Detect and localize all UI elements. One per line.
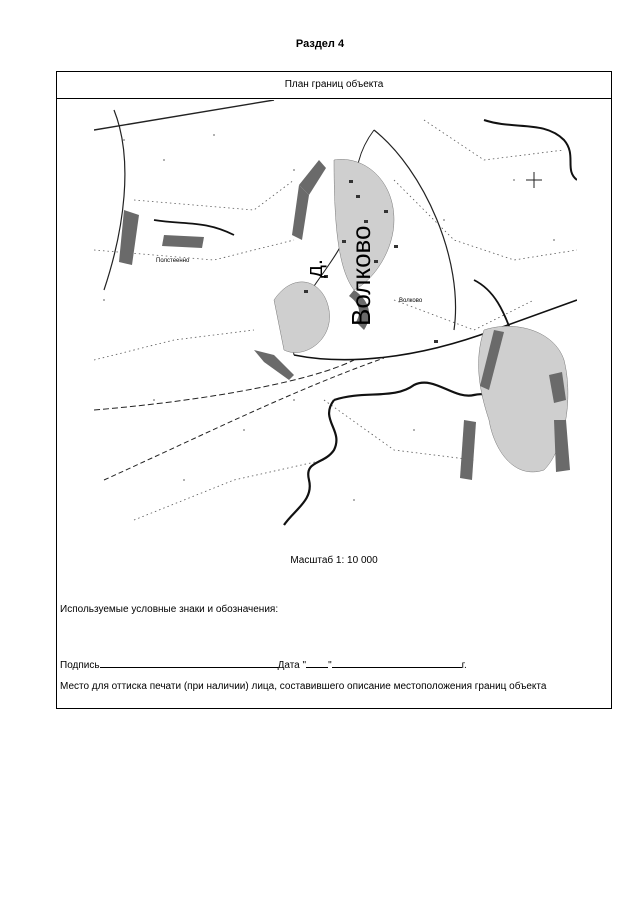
stamp-note: Место для оттиска печати (при наличии) лица, составившего описание местоположения границ объекта bbox=[60, 681, 547, 692]
section-title: Раздел 4 bbox=[295, 38, 345, 50]
date-quote: " bbox=[328, 660, 332, 671]
volkovo-small-label: Волково bbox=[399, 298, 423, 304]
date-day-line[interactable] bbox=[306, 657, 328, 668]
signature-line[interactable] bbox=[100, 657, 278, 668]
plan-frame bbox=[56, 71, 612, 709]
signature-label: Подпись bbox=[60, 660, 100, 671]
date-label: Дата " bbox=[277, 660, 307, 671]
polstvenno-label: Полстеенно bbox=[156, 258, 190, 264]
signature-row bbox=[60, 657, 467, 671]
legend-label: Используемые условные знаки и обозначения: bbox=[60, 604, 279, 615]
village-name-label: Волково bbox=[346, 225, 376, 326]
map-scale: Масштаб 1: 10 000 bbox=[290, 555, 378, 566]
year-suffix: г. bbox=[461, 660, 467, 671]
date-month-line[interactable] bbox=[332, 657, 462, 668]
village-prefix-label: д. bbox=[302, 259, 327, 278]
boundary-map bbox=[94, 100, 577, 544]
plan-header: План границ объекта bbox=[57, 72, 611, 99]
